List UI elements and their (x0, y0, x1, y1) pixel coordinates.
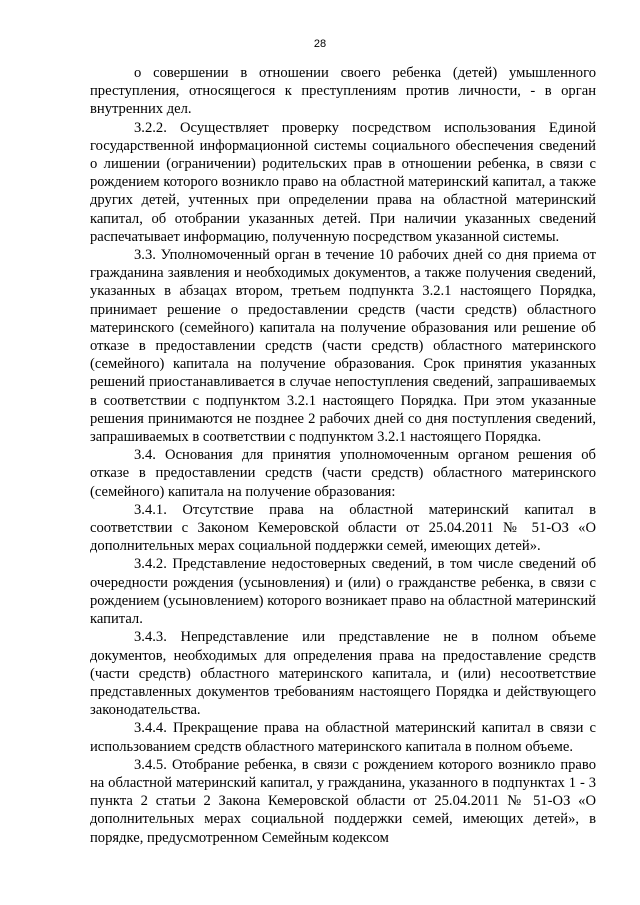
paragraph-3-2-2: 3.2.2. Осуществляет проверку посредством использования Единой государственной информационной системы социального обеспечения сведений о лишении (ограничении) родительских прав в отношении ребенка, в связи с рождением которого возникло право на областной материнский капитал, а также других детей, учтенных при определении права на областной материнский капитал, об отобрании указанных детей. При наличии указанных сведений распечатывает информацию, полученную посредством указанной системы. (90, 119, 596, 245)
paragraph-3-4-1: 3.4.1. Отсутствие права на областной материнский капитал в соответствии с Законом Кемеровской области от 25.04.2011 № 51-ОЗ «О дополнительных мерах социальной поддержки семей, имеющих детей». (90, 501, 596, 555)
document-body (90, 64, 596, 847)
paragraph-3-4-3: 3.4.3. Непредставление или представление не в полном объеме документов, необходимых для определения права на предоставление средств (части средств) областного материнского капитала, и (или) несоответствие представленных документов требованиям настоящего Порядка и действующего законодательства. (90, 629, 596, 719)
paragraph-continuation: о совершении в отношении своего ребенка (детей) умышленного преступления, относящегося к преступлениям против личности, - в орган внутренних дел. (90, 65, 596, 118)
paragraph-3-4-5: 3.4.5. Отобрание ребенка, в связи с рождением которого возникло право на областной материнский капитал, у гражданина, указанного в подпунктах 1 - 3 пункта 2 статьи 2 Закона Кемеровской области от 25.04.2011 № 51-ОЗ «О дополнительных мерах социальной поддержки семей, имеющих детей», в порядке, предусмотренном Семейным кодексом (90, 756, 596, 846)
page-number: 28 (313, 38, 327, 50)
paragraph-3-4-4: 3.4.4. Прекращение права на областной материнский капитал в связи с использованием средств областного материнского капитала в полном объеме. (90, 720, 596, 755)
paragraph-3-3: 3.3. Уполномоченный орган в течение 10 рабочих дней со дня приема от гражданина заявления и необходимых документов, а также получения сведений, указанных в абзацах втором, третьем подпункта 3.2.1 настоящего Порядка, принимает решение о предоставлении средств (части средств) областного материнского (семейного) капитала на получение образования или решение об отказе в предоставлении средств (части средств) областного материнского (семейного) капитала на получение образования. Срок принятия указанных решений приостанавливается в случае непоступления сведений, запрашиваемых в соответствии с подпунктом 3.2.1 настоящего Порядка. При этом указанные решения принимаются не позднее 2 рабочих дней со дня поступления сведений, запрашиваемых в соответствии с подпунктом 3.2.1 настоящего Порядка. (90, 247, 596, 446)
paragraph-3-4-2: 3.4.2. Представление недостоверных сведений, в том числе сведений об очередности рождения (усыновления) и (или) о гражданстве ребенка, в связи с рождением (усыновлением) которого возникает право на областной материнский капитал. (90, 556, 596, 628)
paragraph-3-4: 3.4. Основания для принятия уполномоченным органом решения об отказе в предоставлении средств (части средств) областного материнского (семейного) капитала на получение образования: (90, 447, 596, 500)
